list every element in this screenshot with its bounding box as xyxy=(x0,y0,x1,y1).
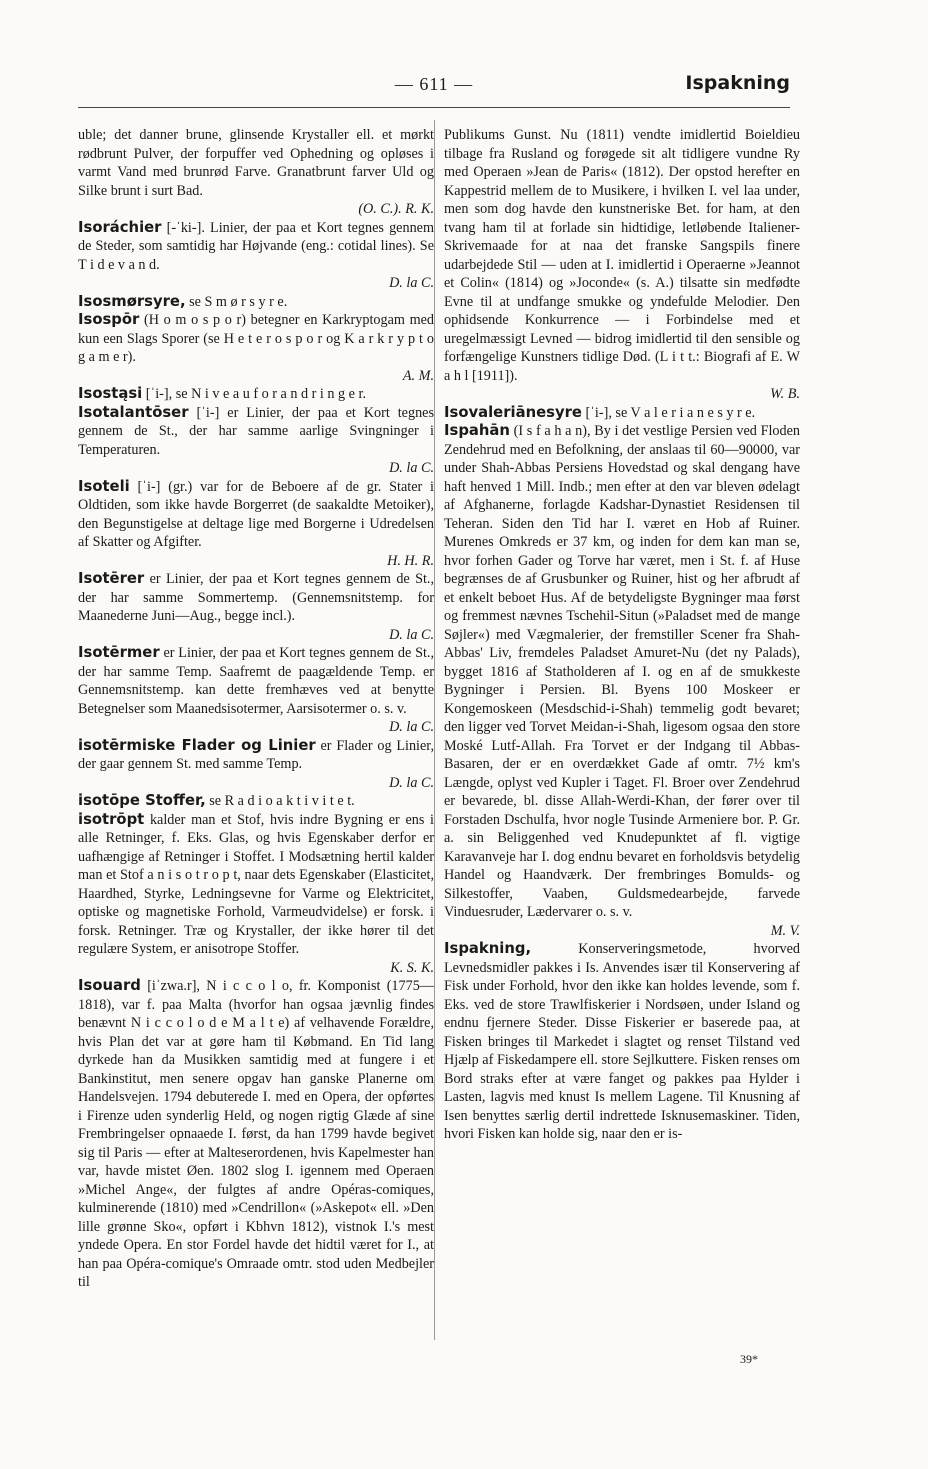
column-divider xyxy=(434,120,435,1340)
entry-signature: D. la C. xyxy=(389,460,434,476)
dictionary-entry xyxy=(78,478,434,571)
entry-signature: D. la C. xyxy=(389,719,434,735)
dictionary-entry xyxy=(78,977,434,1292)
dictionary-entry xyxy=(78,737,434,793)
entry-signature: W. B. xyxy=(770,386,800,402)
entry-text: [-ˈki-]. Linier, der paa et Kort tegnes gennem de Steder, som samtidig har Højvande (eng.: cotidal lines). Se T i d e v a n d. xyxy=(78,219,434,273)
dictionary-entry xyxy=(78,792,434,811)
running-head: Ispakning xyxy=(685,72,790,94)
dictionary-entry xyxy=(78,219,434,293)
entry-headword: isotērmiske Flader og Linier xyxy=(78,736,316,754)
dictionary-entry xyxy=(78,293,434,312)
page-number: — 611 — xyxy=(394,74,474,94)
entry-text: Publikums Gunst. Nu (1811) vendte imidlertid Boieldieu tilbage fra Rusland og forøgede sit alt tidligere vundne Ry med Operaen »Jean de Paris« (1812). Der opstod herefter en Kappestrid mellem de to Musikere, i hvilken I. vel laa under, men som dog havde den kunstneriske Bet. for ham, at den tvang ham til at forlade sin hidtidige, letløbende Italiener-Skrivemaade for at naa det franske Sangspils finere udarbejdede Stil — uden at I. imidlertid i Operaerne »Jeannot et Colin« (1814) og »Joconde« (s. A.) tilsatte sin medfødte Evne til at undfange smukke og yndefulde Melodier. Den ophidsende Konkurrence — i Forbindelse med et uregelmæssigt Levned — bidrog imidlertid til den sensible og forfængelige Kunstners tidlige Død. (L i t t.: Biografi af E. W a h l [1911]). xyxy=(444,127,800,384)
entry-headword: Isovaleriānesyre xyxy=(444,403,582,421)
entry-headword: isotrōpt xyxy=(78,810,145,828)
entry-signature: K. S. K. xyxy=(390,959,434,976)
page-header xyxy=(78,70,790,106)
entry-headword: Isotalantōser xyxy=(78,403,189,421)
entry-headword: Ispahān xyxy=(444,422,510,439)
dictionary-entry xyxy=(78,385,434,404)
dictionary-entry xyxy=(78,811,434,978)
header-rule xyxy=(78,107,790,108)
dictionary-entry xyxy=(444,126,800,404)
dictionary-entry xyxy=(78,644,434,737)
entry-signature: M. V. xyxy=(770,922,800,939)
entry-text: [ˈi-], se V a l e r i a n e s y r e. xyxy=(581,404,756,421)
entry-headword: Isostąsi xyxy=(78,385,143,402)
dictionary-entry xyxy=(444,422,800,940)
dictionary-entry xyxy=(444,940,800,1144)
entry-text: (I s f a h a n), By i det vestlige Persien ved Floden Zendehrud med en Befolkning, der anslaas til 60—90000, var under Shah-Abbas Persiens Hovedstad og skal dengang have haft henved 1 Mill. Indb.; men efter at den var bleven ødelagt af Afghanerne, forlagde Kadshar-Dynastiet Residensen til Teheran. Siden den Tid har I. været en Hob af Ruiner. Murenes Omkreds er 37 km, og inden for dem kan man se, hvor forhen Gader og Torve har været, men i St. f. af Huse begrænses de af Grusbunker og Ruiner, hist og her afbrudt af et enkelt beboet Hus. Af de betydeligste Bygninger maa først og fremmest nævnes Tschehil-Situn (»Paladset med de mange Søjler«) med Vægmalerier, der fremstiller Scener fra Shah-Abbas' Liv, fremdeles Paladset Amuret-Nu (det ny Palads), bygget 1816 af Statholderen af I. og en af de smukkeste Bygninger i Persien. Bl. Byens 100 Moskeer er Kongemoskeen (Mesdschid-i-Shah) temmelig godt bevaret; den ligger ved Torvet Meidan-i-Shah, ligesom ogsaa den store Moské Lutf-Allah. Fra Torvet er der Indgang til Abbas-Basaren, der er en overdækket Gade af omtr. 7½ km's Længde, oplyst ved Kupler i Taget. Fl. Broer over Zendehrud er bevarede, bl. disse Allah-Werdi-Khan, der fører over til Forstaden Dschulfa, hvor nogle Tusinde Armeniere bor. P. Gr. a. sin Beliggenhed ved Knudepunktet af fl. vigtige Karavanveje har I. dog endnu bevaret en forholdsvis betydelig Handel og Haandværk. Der frembringes Bomulds- og Silkestoffer, Vaaben, Guldsmedearbejde, farvede Vinduesruder, Lædervarer o. s. v. xyxy=(444,423,800,920)
dictionary-entry xyxy=(78,570,434,644)
entry-signature: A. M. xyxy=(402,367,434,384)
entry-headword: Isotērer xyxy=(78,570,145,587)
entry-text: uble; det danner brune, glinsende Krystaller ell. et mørkt rødbrunt Pulver, der forpuffer ved Ophedning og opløses i varmt Vand med brunrød Farve. Granatbrunt farver Uld og Silke brunt i surt Bad. xyxy=(78,127,434,199)
entry-text: se R a d i o a k t i v i t e t. xyxy=(205,793,355,809)
entry-signature: D. la C. xyxy=(389,774,434,791)
left-column xyxy=(78,126,434,1292)
entry-signature: D. la C. xyxy=(389,626,434,643)
entry-headword: Isosmørsyre, xyxy=(78,292,186,310)
entry-text: se S m ø r s y r e. xyxy=(185,293,288,310)
entry-text: er Linier, der paa et Kort tegnes gennem de St., der har samme Sommertemp. (Gennemsnitstemp. for Maanederne Juni—Aug., begge incl.). xyxy=(78,571,434,624)
signature-mark: 39* xyxy=(740,1352,758,1366)
entry-headword: Isouard xyxy=(78,977,141,994)
entry-text: [iˈzwa.r], N i c c o l o, fr. Komponist (1775—1818), var f. paa Malta (hvorfor han ogsaa jævnlig findes benævnt N i c c o l o d e M a l t e) af velhavende Forældre, hvis Plan det var at gøre ham til Købmand. En Tid lang dyrkede han da Musikken samtidig med at fungere i et Bankinstitut, men senere opgav han ganske Planerne om Handelsvejen. 1794 debuterede I. med en Opera, der opførtes i Firenze uden synderlig Held, og nogen rigtig Glæde af sine Frembringelser opnaaede I. først, da han 1799 havde begivet sig til Paris — efter at Malteserordenen, hvis Kapelmester han var, havde mistet Øen. 1802 slog I. igennem med Operaen »Michel Ange«, der fulgtes af andre Opéras-comiques, kulminerende (1810) med »Cendrillon« (»Askepot« ell. »Den lille grønne Sko«, opført i Kbhvn 1812), vistnok I.'s mest yndede Opera. En stor Fordel havde det hidtil været for I., at han paa Opéra-comique's Omraade omtr. stod uden Medbejler til xyxy=(78,978,434,1290)
entry-text: [ˈi-] er Linier, der paa et Kort tegnes gennem de St., der har samme aarlige Svingninger i Temperaturen. xyxy=(78,404,434,458)
entry-headword: Isoráchier xyxy=(78,218,162,236)
entry-signature: H. H. R. xyxy=(387,552,434,569)
entry-text: Konserveringsmetode, hvorved Levnedsmidler pakkes i Is. Anvendes især til Konservering af Fisk under Forhold, hvor den ikke kan holdes levende, som f. Eks. ved de store Trawlfiskerier i Nordsøen, under Island og endnu fjernere Steder. Disse Fiskerier er baserede paa, at Fisken bringes til Markedet i slagtet og renset Tilstand ved Hjælp af Fiskedampere ell. store Sejlkuttere. Fisken renses om Bord straks efter at være fanget og pakkes paa Hylder i Lasten, lagvis med knust Is mellem Lagene. Til Knusning af Isen benyttes særlig dertil indrettede Isknusemaskiner. Tiden, hvori Fisken kan holde sig, naar den er is- xyxy=(444,941,800,1142)
entry-text: kalder man et Stof, hvis indre Bygning er ens i alle Retninger, f. Eks. Glas, og hvis Egenskaber derfor er uafhængige af Retninger i Stoffet. I Modsætning hertil kalder man et Stof a n i s o t r o p t, naar dets Egenskaber (Elasticitet, Haardhed, Styrke, Ledningsevne for Varme og Elektricitet, optiske og magnetiske Forhold, Varmeudvidelse) er forsk. i forsk. Retninger. Træ og Krystaller, der ikke hører til det regulære System, er anisotrope Stoffer. xyxy=(78,811,434,957)
dictionary-entry xyxy=(444,404,800,423)
entry-text: [ˈi-] (gr.) var for de Beboere af de gr. Stater i Oldtiden, som ikke havde Borgerret (de saakaldte Metoiker), den Begunstigelse at deltage lige med Borgerne i Udredelsen af Skatter og Afgifter. xyxy=(78,478,434,550)
entry-headword: isotōpe Stoffer, xyxy=(78,792,206,809)
entry-text: er Linier, der paa et Kort tegnes gennem de St., der har samme Temp. Saafremt de paagældende Temp. er Gennemsnitstemp. kan dette fremhæves ved at benytte Betegnelser som Maanedsisotermer, Aarsisotermer o. s. v. xyxy=(78,645,434,717)
dictionary-entry xyxy=(78,311,434,385)
entry-headword: Isospōr xyxy=(78,311,140,328)
entry-signature: D. la C. xyxy=(389,275,434,291)
entry-text: [ˈi-], se N i v e a u f o r a n d r i n g e r. xyxy=(142,386,367,402)
entry-text: er Flader og Linier, der gaar gennem St. med samme Temp. xyxy=(78,737,434,772)
entry-text: (H o m o s p o r) betegner en Karkryptogam med kun een Slags Sporer (se H e t e r o s p o r og K a r k r y p t o g a m e r). xyxy=(78,312,434,365)
right-column xyxy=(444,126,800,1144)
entry-headword: Ispakning, xyxy=(444,940,532,957)
entry-signature: (O. C.). R. K. xyxy=(358,201,434,217)
dictionary-entry xyxy=(78,404,434,478)
entry-headword: Isoteli xyxy=(78,477,130,495)
dictionary-entry xyxy=(78,126,434,219)
entry-headword: Isotērmer xyxy=(78,644,160,661)
